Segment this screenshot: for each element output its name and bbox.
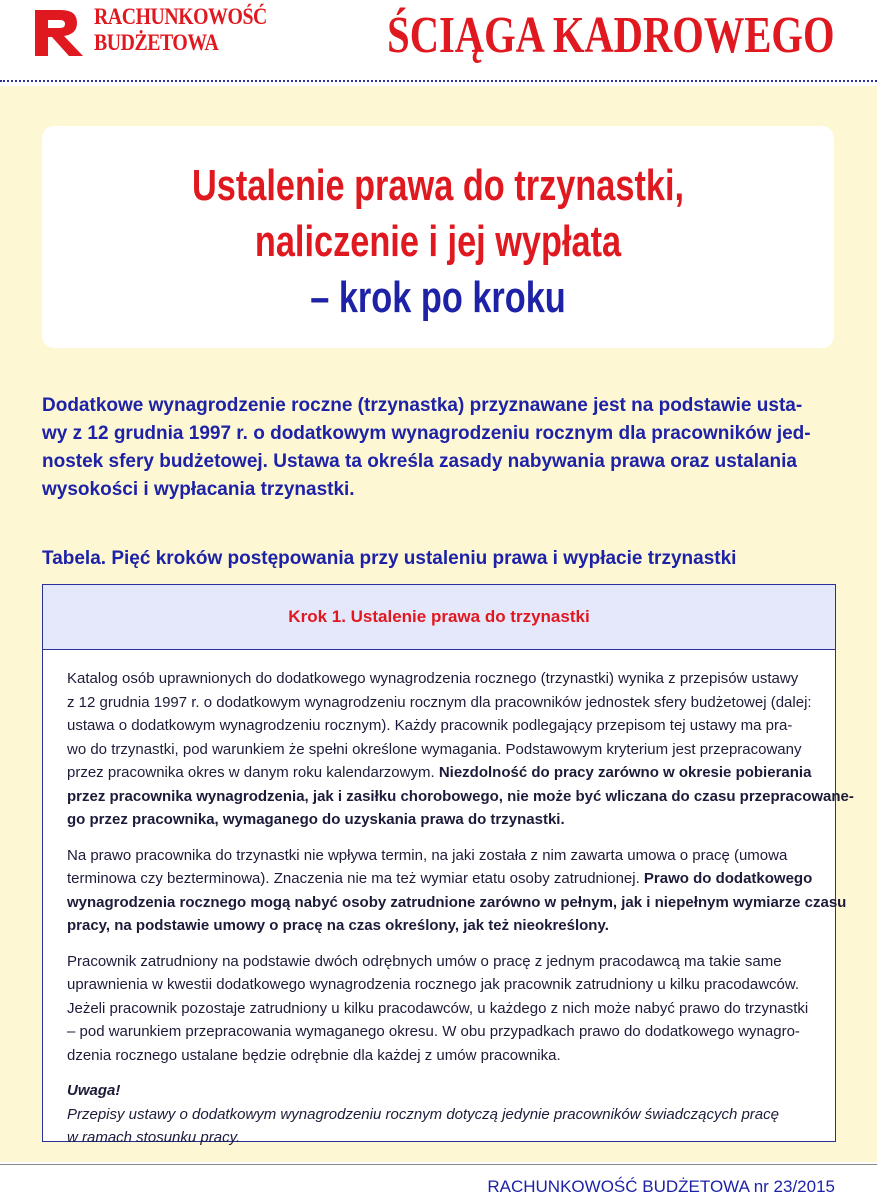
logo-text — [94, 4, 267, 56]
section-title: ŚCIĄGA KADROWEGO — [387, 7, 835, 64]
page-header — [0, 0, 877, 84]
logo-line-1: RACHUNKOWOŚĆ — [94, 4, 267, 29]
footer-divider — [0, 1164, 877, 1165]
intro-line: wy z 12 grudnia 1997 r. o dodatkowym wynagrodzeniu rocznym dla pracowników jed- — [42, 423, 811, 444]
bold-span: Prawo do dodatkowego — [643, 870, 813, 887]
table-caption: Tabela. Pięć kroków postępowania przy ustaleniu prawa i wypłacie trzynastki — [42, 548, 737, 569]
text-line — [67, 761, 817, 785]
dotted-divider — [0, 80, 877, 82]
text-line: wo do trzynastki, pod warunkiem że spełni określone wymagania. Podstawowym kryterium jest przepracowany — [67, 740, 802, 758]
note-title — [67, 1079, 817, 1103]
note-line: w ramach stosunku pracy. — [67, 1129, 241, 1146]
title-line-1: Ustalenie prawa do trzynastki, — [191, 161, 685, 210]
text-line: ustawa o dodatkowym wynagrodzeniu rocznym). Każdy pracownik podlegający przepisom tej ustawy ma pra- — [67, 717, 793, 734]
title-line-3: – krok po kroku — [310, 273, 566, 322]
bold-line — [67, 785, 854, 809]
step-body — [67, 667, 854, 1162]
text-line: Jeżeli pracownik pozostaje zatrudniony u kilku pracodawców, u każdego z nich może nabyć prawo do trzynastki — [67, 999, 809, 1017]
note-line: Przepisy ustawy o dodatkowym wynagrodzeniu rocznym dotyczą jedynie pracowników świadczących pracę — [67, 1105, 779, 1123]
text-line: Pracownik zatrudniony na podstawie dwóch odrębnych umów o pracę z jednym pracodawcą ma takie same — [67, 952, 782, 970]
bold-span: przez pracownika wynagrodzenia, jak i zasiłku chorobowego, nie może być wliczana do czasu przepracowane- — [67, 787, 854, 805]
bold-span: Niezdolność do pracy zarówno w okresie pobierania — [438, 764, 812, 781]
text-line: z 12 grudnia 1997 r. o dodatkowym wynagrodzeniu rocznym dla pracowników jednostek sfery budżetowej (dalej: — [67, 693, 812, 711]
note — [67, 1079, 817, 1150]
bold-span: pracy, na podstawie umowy o pracę na czas określony, jak też nieokreślony. — [67, 917, 609, 934]
bold-line — [67, 891, 847, 915]
text-line: uprawnienia w kwestii dodatkowego wynagrodzenia rocznego jak pracownik zatrudniony u kilku pracodawców. — [67, 976, 800, 993]
text-line: Na prawo pracownika do trzynastki nie wpływa termin, na jaki została z nim zawarta umowa o pracę (umowa — [67, 846, 788, 864]
logo-icon — [31, 6, 87, 58]
bold-span: wynagrodzenia rocznego mogą nabyć osoby zatrudnione zarówno w pełnym, jak i niepełnym wymiarze czasu — [67, 893, 847, 911]
paragraph-3 — [67, 950, 817, 1068]
intro-line: Dodatkowe wynagrodzenie roczne (trzynastka) przyznawane jest na podstawie usta- — [42, 395, 803, 416]
step-header — [43, 585, 835, 650]
text-line: dzenia rocznego ustalane będzie odrębnie dla każdej z umów pracownika. — [67, 1046, 561, 1064]
article-title — [42, 158, 834, 326]
intro-line: wysokości i wypłacania trzynastki. — [42, 479, 355, 500]
step-title: Krok 1. Ustalenie prawa do trzynastki — [288, 607, 590, 626]
intro-line: nostek sfery budżetowej. Ustawa ta określa zasady nabywania prawa oraz ustalania — [42, 451, 797, 472]
text-span: terminowa czy bezterminowa). Znaczenia nie ma też wymiar etatu osoby zatrudnionej. — [67, 870, 644, 887]
text-line: Katalog osób uprawnionych do dodatkowego wynagrodzenia rocznego (trzynastki) wynika z przepisów ustawy — [67, 670, 799, 687]
bold-line — [67, 808, 817, 832]
title-line-2: naliczenie i jej wypłata — [254, 217, 622, 266]
intro-paragraph — [42, 392, 842, 504]
bold-span: go przez pracownika, wymaganego do uzyskania prawa do trzynastki. — [67, 811, 565, 828]
bold-span: Uwaga! — [67, 1082, 121, 1099]
text-line: – pod warunkiem przepracowania wymaganego okresu. W obu przypadkach prawo do dodatkowego wynagro- — [67, 1023, 800, 1040]
paragraph-2 — [67, 844, 847, 938]
paragraph-1 — [67, 667, 854, 832]
footer-text: RACHUNKOWOŚĆ BUDŻETOWA nr 23/2015 — [487, 1177, 835, 1196]
logo-line-2: BUDŻETOWA — [94, 30, 219, 55]
bold-line — [67, 914, 817, 938]
text-line — [67, 867, 817, 891]
text-span: przez pracownika okres w danym roku kalendarzowym. — [67, 764, 439, 781]
steps-table — [42, 584, 854, 1146]
